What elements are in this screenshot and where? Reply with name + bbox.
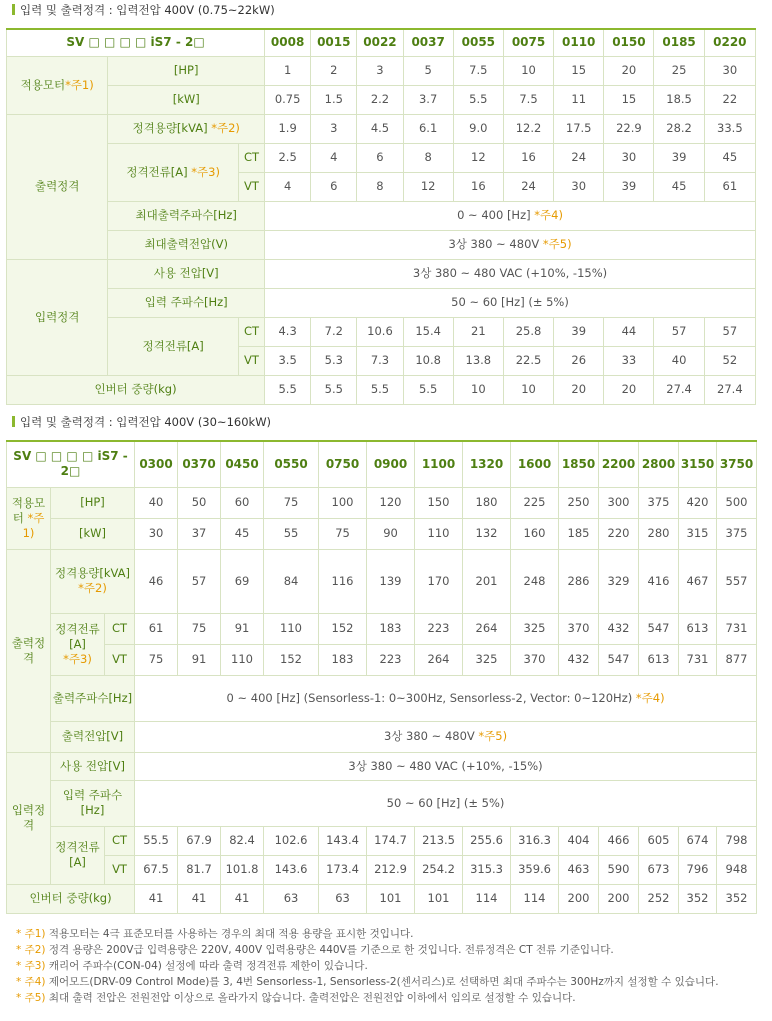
cell: 20: [604, 375, 654, 404]
cell: 4.3: [265, 317, 311, 346]
cell: 213.5: [415, 826, 463, 855]
table-row: [7, 259, 756, 288]
cell: 500: [717, 487, 757, 518]
cell: 325: [511, 613, 559, 644]
cell: 7.3: [357, 346, 403, 375]
cell: 432: [559, 644, 599, 675]
cell: 39: [654, 143, 704, 172]
cell: 110: [264, 613, 319, 644]
cell: 81.7: [178, 855, 221, 884]
cell: 220: [599, 518, 639, 549]
section1-title: 입력 및 출력정격 : 입력전압 400V (0.75~22kW): [12, 2, 275, 18]
cell: 5.5: [403, 375, 453, 404]
cell: 21: [453, 317, 503, 346]
cell: 223: [367, 644, 415, 675]
cell: 101: [367, 884, 415, 913]
cell: 110: [415, 518, 463, 549]
cell: 7.5: [503, 85, 553, 114]
table-row: [7, 487, 757, 518]
cell: 41: [221, 884, 264, 913]
row-label-out-freq: 출력주파수[Hz]: [51, 675, 135, 721]
row-label-ct: CT: [105, 613, 135, 644]
cell: 7.2: [311, 317, 357, 346]
cell: 180: [463, 487, 511, 518]
out-volt-value: 3상 380 ~ 480V *주5): [135, 721, 757, 752]
cell: 102.6: [264, 826, 319, 855]
cell: 3.7: [403, 85, 453, 114]
cell: 5: [403, 56, 453, 85]
table-row: [7, 613, 757, 644]
cell: 329: [599, 549, 639, 613]
model-header: SV □ □ □ □ iS7 - 2□: [7, 29, 265, 56]
cell: 250: [559, 487, 599, 518]
cell: 101.8: [221, 855, 264, 884]
cell: 91: [178, 644, 221, 675]
cell: 225: [511, 487, 559, 518]
row-label-current: 정격전류[A] *주3): [51, 613, 105, 675]
group-label-input: 입력정격: [7, 259, 108, 375]
cell: 325: [463, 644, 511, 675]
column-header: 0550: [264, 441, 319, 487]
cell: 44: [604, 317, 654, 346]
cell: 1.9: [265, 114, 311, 143]
cell: 557: [717, 549, 757, 613]
cell: 114: [463, 884, 511, 913]
cell: 255.6: [463, 826, 511, 855]
cell: 143.6: [264, 855, 319, 884]
row-label-kw: [kW]: [108, 85, 265, 114]
cell: 375: [639, 487, 679, 518]
cell: 10.8: [403, 346, 453, 375]
cell: 183: [319, 644, 367, 675]
cell: 1.5: [311, 85, 357, 114]
footnote: * 주3) 캐리어 주파수(CON-04) 설정에 따라 출력 정격전류 제한이 있습니다.: [16, 960, 368, 972]
cell: 28.2: [654, 114, 704, 143]
cell: 30: [704, 56, 755, 85]
cell: 3: [311, 114, 357, 143]
cell: 674: [679, 826, 717, 855]
row-label-vt: VT: [238, 346, 264, 375]
cell: 6: [311, 172, 357, 201]
cell: 174.7: [367, 826, 415, 855]
cell: 33.5: [704, 114, 755, 143]
cell: 173.4: [319, 855, 367, 884]
max-freq-value: 0 ~ 400 [Hz] *주4): [265, 201, 756, 230]
cell: 91: [221, 613, 264, 644]
cell: 370: [559, 613, 599, 644]
cell: 61: [704, 172, 755, 201]
table-row: [7, 826, 757, 855]
row-label-hp: [HP]: [51, 487, 135, 518]
cell: 16: [503, 143, 553, 172]
max-volt-value: 3상 380 ~ 480V *주5): [265, 230, 756, 259]
cell: 63: [319, 884, 367, 913]
cell: 15: [604, 85, 654, 114]
cell: 463: [559, 855, 599, 884]
column-header: 1850: [559, 441, 599, 487]
table-row: [7, 56, 756, 85]
table-row: [7, 549, 757, 613]
cell: 185: [559, 518, 599, 549]
column-header: 3750: [717, 441, 757, 487]
cell: 15: [554, 56, 604, 85]
cell: 45: [704, 143, 755, 172]
row-label-in-volt: 사용 전압[V]: [51, 752, 135, 780]
cell: 8: [357, 172, 403, 201]
footnotes: [16, 926, 760, 1006]
cell: 10.6: [357, 317, 403, 346]
cell: 116: [319, 549, 367, 613]
section-marker-icon: [12, 416, 15, 427]
cell: 69: [221, 549, 264, 613]
cell: 200: [599, 884, 639, 913]
cell: 17.5: [554, 114, 604, 143]
cell: 252: [639, 884, 679, 913]
in-freq-value: 50 ~ 60 [Hz] (± 5%): [265, 288, 756, 317]
cell: 55.5: [135, 826, 178, 855]
cell: 1: [265, 56, 311, 85]
cell: 264: [415, 644, 463, 675]
cell: 37: [178, 518, 221, 549]
cell: 40: [654, 346, 704, 375]
row-label-vt: VT: [238, 172, 264, 201]
cell: 12.2: [503, 114, 553, 143]
cell: 41: [178, 884, 221, 913]
cell: 50: [178, 487, 221, 518]
cell: 24: [503, 172, 553, 201]
cell: 12: [453, 143, 503, 172]
group-label-output: 출력정격: [7, 549, 51, 752]
cell: 39: [554, 317, 604, 346]
cell: 55: [264, 518, 319, 549]
cell: 547: [599, 644, 639, 675]
group-label-input: 입력정격: [7, 752, 51, 884]
cell: 33: [604, 346, 654, 375]
cell: 63: [264, 884, 319, 913]
cell: 3: [357, 56, 403, 85]
cell: 30: [554, 172, 604, 201]
in-freq-value: 50 ~ 60 [Hz] (± 5%): [135, 780, 757, 826]
cell: 404: [559, 826, 599, 855]
column-header: 1320: [463, 441, 511, 487]
cell: 613: [639, 644, 679, 675]
cell: 30: [604, 143, 654, 172]
cell: 84: [264, 549, 319, 613]
cell: 731: [717, 613, 757, 644]
row-label-ct: CT: [238, 317, 264, 346]
column-header: 0750: [319, 441, 367, 487]
cell: 731: [679, 644, 717, 675]
cell: 22.5: [503, 346, 553, 375]
column-header: 0008: [265, 29, 311, 56]
column-header: 0075: [503, 29, 553, 56]
in-volt-value: 3상 380 ~ 480 VAC (+10%, -15%): [265, 259, 756, 288]
cell: 60: [221, 487, 264, 518]
cell: 5.5: [311, 375, 357, 404]
cell: 52: [704, 346, 755, 375]
cell: 877: [717, 644, 757, 675]
cell: 280: [639, 518, 679, 549]
cell: 114: [511, 884, 559, 913]
cell: 420: [679, 487, 717, 518]
cell: 6: [357, 143, 403, 172]
cell: 2: [311, 56, 357, 85]
column-header: 2200: [599, 441, 639, 487]
spec-table-1: [6, 28, 756, 405]
cell: 75: [135, 644, 178, 675]
table-row: [7, 752, 757, 780]
table-row: [7, 143, 756, 172]
section2-title: 입력 및 출력정격 : 입력전압 400V (30~160kW): [12, 414, 271, 430]
cell: 375: [717, 518, 757, 549]
cell: 4.5: [357, 114, 403, 143]
cell: 466: [599, 826, 639, 855]
table-row: [7, 855, 757, 884]
cell: 11: [554, 85, 604, 114]
cell: 120: [367, 487, 415, 518]
cell: 18.5: [654, 85, 704, 114]
column-header: 0450: [221, 441, 264, 487]
cell: 7.5: [453, 56, 503, 85]
cell: 100: [319, 487, 367, 518]
cell: 150: [415, 487, 463, 518]
column-header: 0300: [135, 441, 178, 487]
column-header: 2800: [639, 441, 679, 487]
column-header: 0900: [367, 441, 415, 487]
cell: 796: [679, 855, 717, 884]
column-header: 0110: [554, 29, 604, 56]
row-label-vt: VT: [105, 855, 135, 884]
row-label-weight: 인버터 중량(kg): [7, 884, 135, 913]
table-row: [7, 317, 756, 346]
table-row: [7, 375, 756, 404]
cell: 22: [704, 85, 755, 114]
table-row: [7, 201, 756, 230]
column-header: 1100: [415, 441, 463, 487]
table-row: [7, 85, 756, 114]
cell: 315.3: [463, 855, 511, 884]
cell: 57: [704, 317, 755, 346]
cell: 5.5: [357, 375, 403, 404]
cell: 254.2: [415, 855, 463, 884]
row-label-max-freq: 최대출력주파수[Hz]: [108, 201, 265, 230]
row-label-current: 정격전류[A] *주3): [108, 143, 239, 201]
cell: 61: [135, 613, 178, 644]
cell: 264: [463, 613, 511, 644]
row-label-ct: CT: [105, 826, 135, 855]
cell: 13.8: [453, 346, 503, 375]
cell: 248: [511, 549, 559, 613]
cell: 5.5: [265, 375, 311, 404]
cell: 6.1: [403, 114, 453, 143]
cell: 359.6: [511, 855, 559, 884]
cell: 183: [367, 613, 415, 644]
cell: 57: [178, 549, 221, 613]
cell: 45: [654, 172, 704, 201]
cell: 82.4: [221, 826, 264, 855]
column-header: 0055: [453, 29, 503, 56]
cell: 286: [559, 549, 599, 613]
row-label-in-current: 정격전류[A]: [108, 317, 239, 375]
cell: 316.3: [511, 826, 559, 855]
cell: 212.9: [367, 855, 415, 884]
cell: 0.75: [265, 85, 311, 114]
cell: 9.0: [453, 114, 503, 143]
group-label-motor: 적용모터 *주1): [7, 487, 51, 549]
row-label-in-freq: 입력 주파수[Hz]: [108, 288, 265, 317]
cell: 40: [135, 487, 178, 518]
table-row: [7, 230, 756, 259]
row-label-in-current: 정격전류[A]: [51, 826, 105, 884]
footnote: * 주5) 최대 출력 전압은 전원전압 이상으로 올라가지 않습니다. 출력전압은 전원전압 이하에서 임의로 설정할 수 있습니다.: [16, 992, 576, 1004]
column-header: 3150: [679, 441, 717, 487]
row-label-vt: VT: [105, 644, 135, 675]
out-freq-value: 0 ~ 400 [Hz] (Sensorless-1: 0~300Hz, Sensorless-2, Vector: 0~120Hz) *주4): [135, 675, 757, 721]
cell: 315: [679, 518, 717, 549]
cell: 2.2: [357, 85, 403, 114]
row-label-out-volt: 출력전압[V]: [51, 721, 135, 752]
cell: 152: [264, 644, 319, 675]
cell: 3.5: [265, 346, 311, 375]
row-label-in-volt: 사용 전압[V]: [108, 259, 265, 288]
model-header: SV □ □ □ □ iS7 - 2□: [7, 441, 135, 487]
column-header: 0185: [654, 29, 704, 56]
cell: 223: [415, 613, 463, 644]
row-label-in-freq: 입력 주파수[Hz]: [51, 780, 135, 826]
cell: 5.3: [311, 346, 357, 375]
cell: 10: [503, 375, 553, 404]
cell: 160: [511, 518, 559, 549]
cell: 25: [654, 56, 704, 85]
cell: 370: [511, 644, 559, 675]
column-header: 0220: [704, 29, 755, 56]
cell: 152: [319, 613, 367, 644]
cell: 20: [554, 375, 604, 404]
cell: 432: [599, 613, 639, 644]
cell: 24: [554, 143, 604, 172]
cell: 300: [599, 487, 639, 518]
cell: 57: [654, 317, 704, 346]
cell: 352: [717, 884, 757, 913]
cell: 2.5: [265, 143, 311, 172]
cell: 352: [679, 884, 717, 913]
cell: 27.4: [654, 375, 704, 404]
cell: 110: [221, 644, 264, 675]
cell: 200: [559, 884, 599, 913]
footnote: * 주2) 정격 용량은 200V급 입력용량은 220V, 400V 입력용량은 440V를 기준으로 한 것입니다. 전류정격은 CT 전류 기준입니다.: [16, 944, 614, 956]
cell: 41: [135, 884, 178, 913]
cell: 67.5: [135, 855, 178, 884]
cell: 20: [604, 56, 654, 85]
cell: 16: [453, 172, 503, 201]
row-label-hp: [HP]: [108, 56, 265, 85]
table-row: [7, 780, 757, 826]
row-label-kva: 정격용량[kVA] *주2): [51, 549, 135, 613]
cell: 39: [604, 172, 654, 201]
table-row: [7, 721, 757, 752]
group-label-output: 출력정격: [7, 114, 108, 259]
cell: 67.9: [178, 826, 221, 855]
cell: 4: [265, 172, 311, 201]
cell: 10: [503, 56, 553, 85]
cell: 132: [463, 518, 511, 549]
cell: 30: [135, 518, 178, 549]
column-header: 1600: [511, 441, 559, 487]
cell: 143.4: [319, 826, 367, 855]
column-header: 0037: [403, 29, 453, 56]
cell: 590: [599, 855, 639, 884]
cell: 75: [264, 487, 319, 518]
cell: 75: [178, 613, 221, 644]
cell: 101: [415, 884, 463, 913]
cell: 45: [221, 518, 264, 549]
table-row: [7, 518, 757, 549]
group-label-motor: 적용모터*주1): [7, 56, 108, 114]
cell: 10: [453, 375, 503, 404]
footnote: * 주1) 적용모터는 4극 표준모터를 사용하는 경우의 최대 적용 용량을 표시한 것입니다.: [16, 928, 414, 940]
cell: 5.5: [453, 85, 503, 114]
table-row: [7, 644, 757, 675]
column-header: 0022: [357, 29, 403, 56]
cell: 170: [415, 549, 463, 613]
cell: 416: [639, 549, 679, 613]
spec-table-2: [6, 440, 757, 914]
in-volt-value: 3상 380 ~ 480 VAC (+10%, -15%): [135, 752, 757, 780]
cell: 547: [639, 613, 679, 644]
cell: 90: [367, 518, 415, 549]
row-label-ct: CT: [238, 143, 264, 172]
cell: 139: [367, 549, 415, 613]
cell: 613: [679, 613, 717, 644]
column-header: 0150: [604, 29, 654, 56]
cell: 25.8: [503, 317, 553, 346]
cell: 26: [554, 346, 604, 375]
cell: 46: [135, 549, 178, 613]
row-label-weight: 인버터 중량(kg): [7, 375, 265, 404]
section-marker-icon: [12, 4, 15, 15]
cell: 8: [403, 143, 453, 172]
cell: 75: [319, 518, 367, 549]
cell: 605: [639, 826, 679, 855]
column-header: 0370: [178, 441, 221, 487]
row-label-kva: 정격용량[kVA] *주2): [108, 114, 265, 143]
table-row: [7, 114, 756, 143]
table-row: [7, 288, 756, 317]
cell: 12: [403, 172, 453, 201]
cell: 673: [639, 855, 679, 884]
table-row: [7, 884, 757, 913]
column-header: 0015: [311, 29, 357, 56]
cell: 201: [463, 549, 511, 613]
row-label-kw: [kW]: [51, 518, 135, 549]
cell: 467: [679, 549, 717, 613]
row-label-max-volt: 최대출력전압(V): [108, 230, 265, 259]
table-row: [7, 675, 757, 721]
cell: 22.9: [604, 114, 654, 143]
cell: 4: [311, 143, 357, 172]
footnote: * 주4) 제어모드(DRV-09 Control Mode)를 3, 4번 Sensorless-1, Sensorless-2(센서리스)로 선택하면 최대 주파수는 300Hz까지 설정할 수 있습니다.: [16, 976, 719, 988]
cell: 27.4: [704, 375, 755, 404]
cell: 15.4: [403, 317, 453, 346]
cell: 948: [717, 855, 757, 884]
cell: 798: [717, 826, 757, 855]
